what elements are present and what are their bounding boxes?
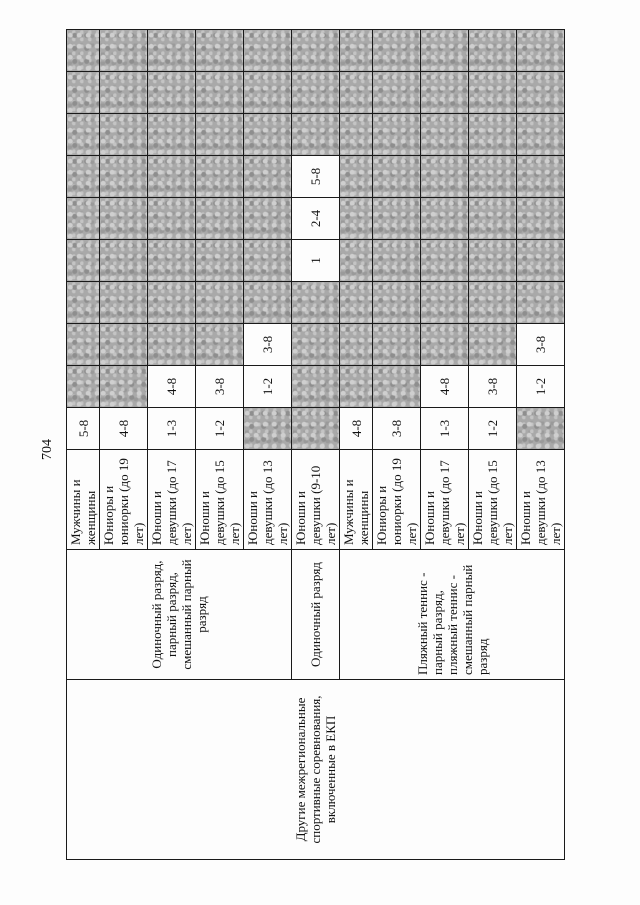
- rank-cell: [67, 240, 100, 282]
- rank-cell: [421, 198, 469, 240]
- rank-cell: [340, 282, 373, 324]
- rank-cell: [100, 198, 148, 240]
- rank-cell: [340, 324, 373, 366]
- rank-cell: [100, 114, 148, 156]
- rank-cell: [517, 198, 565, 240]
- rank-cell: [517, 408, 565, 450]
- rank-cell: [373, 366, 421, 408]
- rank-cell: [373, 72, 421, 114]
- rank-cell: [244, 156, 292, 198]
- category-label: Юноши и девушки (до 15 лет): [469, 450, 517, 550]
- rank-cell: [100, 156, 148, 198]
- rank-cell: [373, 282, 421, 324]
- rank-cell: [340, 198, 373, 240]
- rank-cell: [100, 366, 148, 408]
- rank-cell: [469, 156, 517, 198]
- rank-cell: 5-8: [67, 408, 100, 450]
- rank-cell: [421, 72, 469, 114]
- rank-cell: [469, 324, 517, 366]
- rank-cell: 3-8: [373, 408, 421, 450]
- rank-cell: 1-3: [148, 408, 196, 450]
- rank-cell: [67, 30, 100, 72]
- category-label: Юниоры и юниорки (до 19 лет): [100, 450, 148, 550]
- rank-cell: 3-8: [517, 324, 565, 366]
- rank-cell: 3-8: [196, 366, 244, 408]
- rank-cell: [292, 408, 340, 450]
- category-label: Юноши и девушки (до 17 лет): [421, 450, 469, 550]
- rank-cell: [340, 30, 373, 72]
- rank-cell: [421, 30, 469, 72]
- rank-cell: [340, 114, 373, 156]
- category-label: Мужчины и женщины: [67, 450, 100, 550]
- category-label: Юноши и девушки (до 15 лет): [196, 450, 244, 550]
- rank-cell: [67, 114, 100, 156]
- category-label: Юноши и девушки (до 17 лет): [148, 450, 196, 550]
- category-label: Мужчины и женщины: [340, 450, 373, 550]
- rank-cell: 1-2: [196, 408, 244, 450]
- rank-cell: [244, 114, 292, 156]
- page-number: 704: [40, 439, 55, 460]
- rank-cell: 1: [292, 240, 340, 282]
- rank-cell: 2-4: [292, 198, 340, 240]
- rank-cell: [148, 156, 196, 198]
- rank-cell: [373, 240, 421, 282]
- rank-cell: [196, 324, 244, 366]
- rotated-table-wrapper: [66, 30, 563, 860]
- rank-cell: [517, 282, 565, 324]
- rank-cell: [373, 324, 421, 366]
- rank-cell: [469, 114, 517, 156]
- rank-cell: [292, 114, 340, 156]
- rank-cell: [196, 198, 244, 240]
- rank-cell: [196, 240, 244, 282]
- rank-cell: 4-8: [148, 366, 196, 408]
- rank-cell: [196, 30, 244, 72]
- rank-cell: [469, 198, 517, 240]
- rank-cell: [421, 156, 469, 198]
- discipline-label: Одиночный разряд, парный разряд, смешанный парный разряд: [67, 550, 292, 680]
- rank-cell: [244, 282, 292, 324]
- rank-cell: [148, 240, 196, 282]
- rank-cell: [340, 240, 373, 282]
- rank-cell: 4-8: [100, 408, 148, 450]
- category-label: Юноши и девушки (9-10 лет): [292, 450, 340, 550]
- discipline-label: Одиночный разряд: [292, 550, 340, 680]
- rank-cell: [148, 324, 196, 366]
- rank-cell: [421, 282, 469, 324]
- rank-cell: [517, 114, 565, 156]
- rank-cell: [421, 114, 469, 156]
- rank-cell: [244, 72, 292, 114]
- rank-cell: [244, 240, 292, 282]
- rank-cell: [100, 72, 148, 114]
- competition-name: Другие межрегиональные спортивные соревнования, включенные в ЕКП: [67, 680, 565, 860]
- rank-cell: [373, 198, 421, 240]
- rank-cell: [196, 72, 244, 114]
- rank-cell: [67, 156, 100, 198]
- category-label: Юниоры и юниорки (до 19 лет): [373, 450, 421, 550]
- category-label: Юноши и девушки (до 13 лет): [244, 450, 292, 550]
- rank-cell: [148, 282, 196, 324]
- rank-cell: [340, 366, 373, 408]
- rank-cell: 1-2: [469, 408, 517, 450]
- discipline-label: Пляжный теннис - парный разряд, пляжный теннис - смешанный парный разряд: [340, 550, 565, 680]
- rank-cell: [340, 72, 373, 114]
- rank-cell: [244, 408, 292, 450]
- rank-cell: 4-8: [340, 408, 373, 450]
- rank-cell: [340, 156, 373, 198]
- rank-cell: [148, 72, 196, 114]
- rank-cell: 5-8: [292, 156, 340, 198]
- rank-cell: [373, 30, 421, 72]
- rank-cell: 3-8: [244, 324, 292, 366]
- rank-cell: [517, 30, 565, 72]
- rank-cell: [100, 324, 148, 366]
- rank-cell: [292, 366, 340, 408]
- rank-cell: 1-2: [517, 366, 565, 408]
- rank-cell: [517, 156, 565, 198]
- category-label: Юноши и девушки (до 13 лет): [517, 450, 565, 550]
- rank-cell: [196, 114, 244, 156]
- rank-cell: [148, 198, 196, 240]
- rank-cell: [67, 72, 100, 114]
- rank-cell: [148, 30, 196, 72]
- rank-cell: [469, 30, 517, 72]
- rank-cell: [67, 366, 100, 408]
- rank-cell: [67, 324, 100, 366]
- rank-cell: [100, 30, 148, 72]
- rank-cell: [292, 30, 340, 72]
- rank-cell: [373, 156, 421, 198]
- rank-cell: [100, 282, 148, 324]
- rank-cell: 3-8: [469, 366, 517, 408]
- table-row: [67, 30, 100, 860]
- rank-cell: [373, 114, 421, 156]
- classification-table: [66, 29, 565, 860]
- rank-cell: 1-2: [244, 366, 292, 408]
- rank-cell: [469, 240, 517, 282]
- rank-cell: [148, 114, 196, 156]
- rank-cell: [196, 156, 244, 198]
- rank-cell: [421, 324, 469, 366]
- rank-cell: [196, 282, 244, 324]
- rank-cell: 4-8: [421, 366, 469, 408]
- rank-cell: [517, 72, 565, 114]
- rank-cell: 1-3: [421, 408, 469, 450]
- rank-cell: [469, 282, 517, 324]
- rank-cell: [292, 72, 340, 114]
- rank-cell: [421, 240, 469, 282]
- rank-cell: [67, 198, 100, 240]
- rank-cell: [244, 30, 292, 72]
- rank-cell: [517, 240, 565, 282]
- rank-cell: [469, 72, 517, 114]
- rank-cell: [67, 282, 100, 324]
- rank-cell: [292, 324, 340, 366]
- rank-cell: [292, 282, 340, 324]
- rank-cell: [100, 240, 148, 282]
- rank-cell: [244, 198, 292, 240]
